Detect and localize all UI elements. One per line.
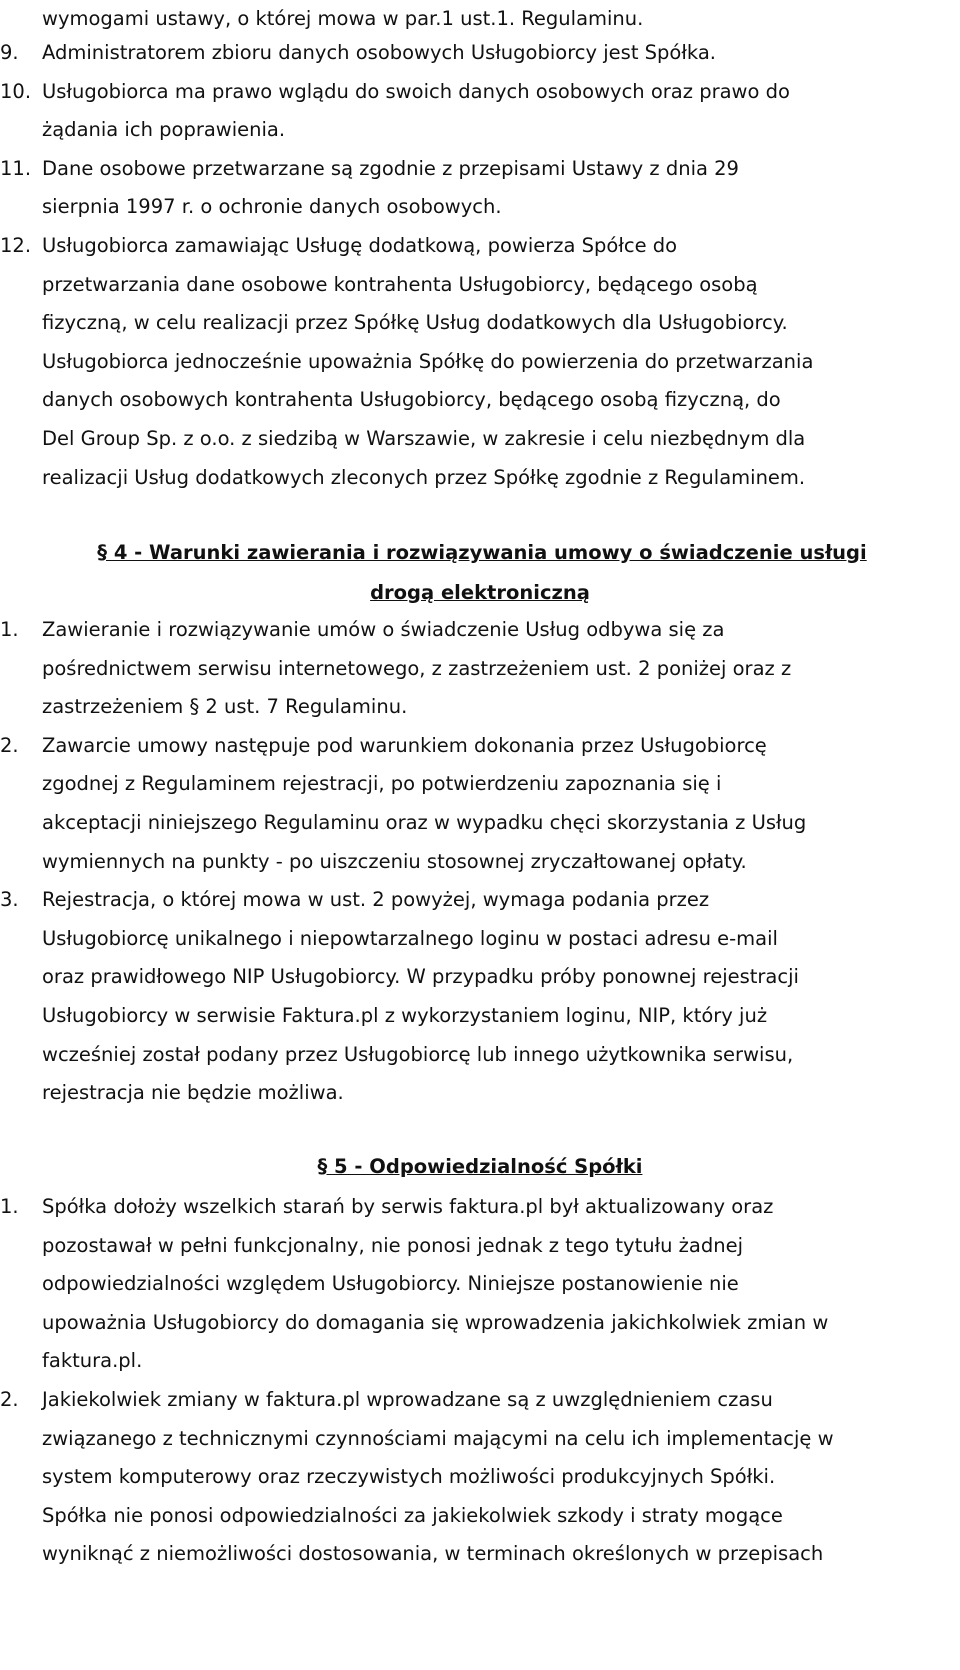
item-line: Rejestracja, o której mowa w ust. 2 powyżej, wymaga podania przez [42, 888, 710, 912]
item-line: Usługobiorca jednocześnie upoważnia Spółkę do powierzenia do przetwarzania [42, 349, 814, 373]
item-text [42, 727, 960, 881]
list-item-12 [0, 227, 960, 497]
item-number: 11. [0, 156, 32, 180]
paragraph-line: wymogami ustawy, o której mowa w par.1 ust.1. Regulaminu. [42, 7, 644, 30]
item-line: Usługobiorcy w serwisie Faktura.pl z wykorzystaniem loginu, NIP, który już [42, 1003, 768, 1027]
item-line: wymiennych na punkty - po uiszczeniu stosownej zryczałtowanej opłaty. [42, 849, 747, 873]
item-text [42, 34, 960, 73]
item-line: Dane osobowe przetwarzane są zgodnie z przepisami Ustawy z dnia 29 [42, 156, 739, 180]
item-line: Zawarcie umowy następuje pod warunkiem dokonania przez Usługobiorcę [42, 733, 767, 757]
item-text [42, 227, 960, 497]
item-line: Spółka dołoży wszelkich starań by serwis faktura.pl był aktualizowany oraz [42, 1195, 774, 1218]
item-line: system komputerowy oraz rzeczywistych możliwości produkcyjnych Spółki. [42, 1465, 776, 1489]
item-text [42, 611, 960, 727]
item-line: rejestracja nie będzie możliwa. [42, 1081, 344, 1105]
item-line: Usługobiorcę unikalnego i niepowtarzalnego loginu w postaci adresu e-mail [42, 926, 778, 950]
list-item-1 [0, 611, 960, 727]
item-line: Del Group Sp. z o.o. z siedzibą w Warszawie, w zakresie i celu niezbędnym dla [42, 426, 806, 450]
item-line: pozostawał w pełni funkcjonalny, nie ponosi jednak z tego tytułu żadnej [42, 1233, 744, 1257]
section-3-list [0, 34, 960, 497]
item-number: 2. [0, 733, 19, 757]
item-text [42, 881, 960, 1113]
item-line: sierpnia 1997 r. o ochronie danych osobowych. [42, 195, 502, 219]
item-text [42, 73, 960, 150]
section-4-heading-line2: drogą elektroniczną [370, 581, 590, 604]
item-text [42, 150, 960, 227]
item-text [42, 1188, 960, 1381]
list-item-3 [0, 881, 960, 1113]
item-line: Usługobiorca zamawiając Usługę dodatkową, powierza Spółce do [42, 233, 678, 257]
item-line: Administratorem zbioru danych osobowych Usługobiorcy jest Spółka. [42, 41, 716, 64]
section-4-heading-line1: § 4 - Warunki zawierania i rozwiązywania umowy o świadczenie usługi [97, 541, 867, 564]
item-number: 2. [0, 1387, 19, 1411]
section-4-list [0, 611, 960, 1113]
item-number: 3. [0, 888, 19, 912]
item-line: wcześniej został podany przez Usługobiorcę lub innego użytkownika serwisu, [42, 1042, 794, 1066]
item-line: pośrednictwem serwisu internetowego, z zastrzeżeniem ust. 2 poniżej oraz z [42, 656, 792, 680]
list-item-10 [0, 73, 960, 150]
item-line: akceptacji niniejszego Regulaminu oraz w wypadku chęci skorzystania z Usług [42, 810, 807, 834]
item-text [42, 1381, 960, 1574]
item-line: danych osobowych kontrahenta Usługobiorcy, będącego osobą fizyczną, do [42, 388, 781, 412]
page-fragment-top [42, 0, 919, 39]
item-line: faktura.pl. [42, 1349, 143, 1373]
item-line: Zawieranie i rozwiązywanie umów o świadczenie Usług odbywa się za [42, 618, 725, 641]
item-line: Jakiekolwiek zmiany w faktura.pl wprowadzane są z uwzględnieniem czasu [42, 1387, 773, 1411]
item-number: 10. [0, 79, 32, 103]
item-line: żądania ich poprawienia. [42, 118, 286, 142]
item-number: 1. [0, 618, 19, 641]
item-line: wyniknąć z niemożliwości dostosowania, w terminach określonych w przepisach [42, 1542, 824, 1566]
item-line: realizacji Usług dodatkowych zleconych przez Spółkę zgodnie z Regulaminem. [42, 465, 806, 489]
item-line: zgodnej z Regulaminem rejestracji, po potwierdzeniu zapoznania się i [42, 772, 722, 796]
list-item-2 [0, 727, 960, 881]
item-number: 1. [0, 1195, 19, 1218]
item-line: fizyczną, w celu realizacji przez Spółkę Usług dodatkowych dla Usługobiorcy. [42, 311, 788, 335]
item-line: upoważnia Usługobiorcy do domagania się wprowadzenia jakichkolwiek zmian w [42, 1310, 829, 1334]
section-5-heading: § 5 - Odpowiedzialność Spółki [317, 1155, 643, 1178]
item-line: odpowiedzialności względem Usługobiorcy. Niniejsze postanowienie nie [42, 1272, 739, 1296]
list-item-1 [0, 1188, 960, 1381]
item-line: Usługobiorca ma prawo wglądu do swoich danych osobowych oraz prawo do [42, 79, 790, 103]
item-line: zastrzeżeniem § 2 ust. 7 Regulaminu. [42, 695, 408, 719]
item-line: Spółka nie ponosi odpowiedzialności za jakiekolwiek szkody i straty mogące [42, 1503, 783, 1527]
item-line: oraz prawidłowego NIP Usługobiorcy. W przypadku próby ponownej rejestracji [42, 965, 799, 989]
section-5-list [0, 1188, 960, 1574]
list-item-9 [0, 34, 960, 73]
list-item-2 [0, 1381, 960, 1574]
item-line: związanego z technicznymi czynnościami mającymi na celu ich implementację w [42, 1426, 834, 1450]
item-line: przetwarzania dane osobowe kontrahenta Usługobiorcy, będącego osobą [42, 272, 758, 296]
item-number: 9. [0, 41, 19, 64]
item-number: 12. [0, 233, 32, 257]
list-item-11 [0, 150, 960, 227]
